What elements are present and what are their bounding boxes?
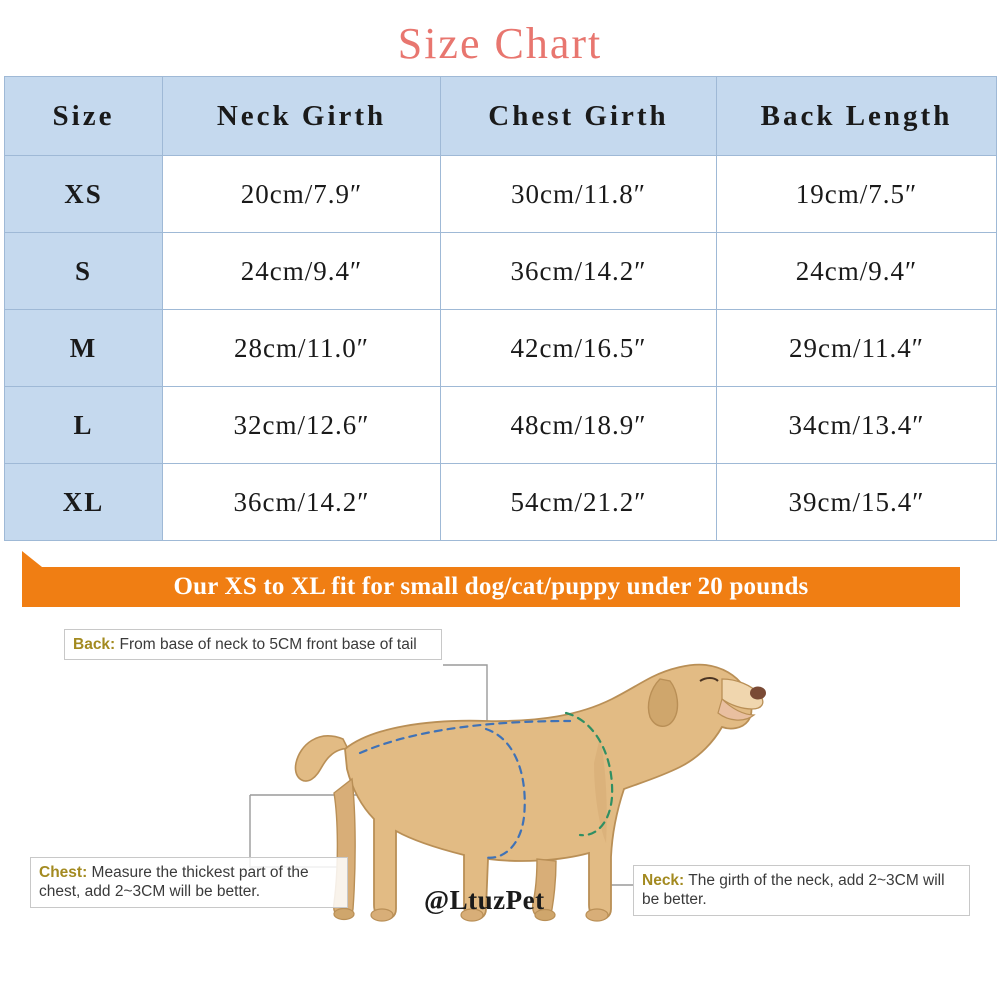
cell-back: 29cm/11.4″ <box>717 310 997 387</box>
table-row <box>5 464 997 541</box>
callout-back <box>64 629 442 660</box>
fit-banner <box>22 567 960 607</box>
cell-size: L <box>5 387 163 464</box>
table-header <box>5 77 997 156</box>
page-title: Size Chart <box>397 19 603 68</box>
cell-neck: 20cm/7.9″ <box>163 156 441 233</box>
column-header-chest-girth: Chest Girth <box>441 77 717 156</box>
callout-neck <box>633 865 970 916</box>
callout-chest-text: Measure the thickest part of the chest, add 2~3CM will be better. <box>39 864 309 901</box>
table-row <box>5 156 997 233</box>
cell-neck: 24cm/9.4″ <box>163 233 441 310</box>
cell-chest: 48cm/18.9″ <box>441 387 717 464</box>
cell-chest: 30cm/11.8″ <box>441 156 717 233</box>
callout-neck-text: The girth of the neck, add 2~3CM will be better. <box>642 872 945 909</box>
callout-back-text: From base of neck to 5CM front base of tail <box>115 636 417 653</box>
cell-size: S <box>5 233 163 310</box>
measurement-illustration <box>0 617 1000 967</box>
cell-size: XL <box>5 464 163 541</box>
cell-neck: 36cm/14.2″ <box>163 464 441 541</box>
fit-banner-text: Our XS to XL fit for small dog/cat/puppy under 20 pounds <box>173 573 809 600</box>
callout-back-label: Back: <box>73 636 116 653</box>
cell-chest: 42cm/16.5″ <box>441 310 717 387</box>
table-header-row <box>5 77 997 156</box>
column-header-back-length: Back Length <box>717 77 997 156</box>
cell-size: M <box>5 310 163 387</box>
cell-chest: 36cm/14.2″ <box>441 233 717 310</box>
cell-back: 39cm/15.4″ <box>717 464 997 541</box>
table-row <box>5 233 997 310</box>
brand-watermark: @LtuzPet <box>424 885 545 915</box>
cell-chest: 54cm/21.2″ <box>441 464 717 541</box>
cell-back: 34cm/13.4″ <box>717 387 997 464</box>
callout-chest-label: Chest: <box>39 864 88 881</box>
cell-back: 24cm/9.4″ <box>717 233 997 310</box>
column-header-size: Size <box>5 77 163 156</box>
banner-notch-shape <box>22 551 60 567</box>
callout-neck-label: Neck: <box>642 872 685 889</box>
fit-banner-area <box>0 551 1000 611</box>
size-chart-table-wrapper <box>0 76 1000 541</box>
column-header-neck-girth: Neck Girth <box>163 77 441 156</box>
table-body <box>5 156 997 541</box>
cell-back: 19cm/7.5″ <box>717 156 997 233</box>
table-row <box>5 310 997 387</box>
size-chart-table <box>4 76 997 541</box>
cell-size: XS <box>5 156 163 233</box>
cell-neck: 32cm/12.6″ <box>163 387 441 464</box>
table-row <box>5 387 997 464</box>
callout-chest <box>30 857 348 908</box>
cell-neck: 28cm/11.0″ <box>163 310 441 387</box>
